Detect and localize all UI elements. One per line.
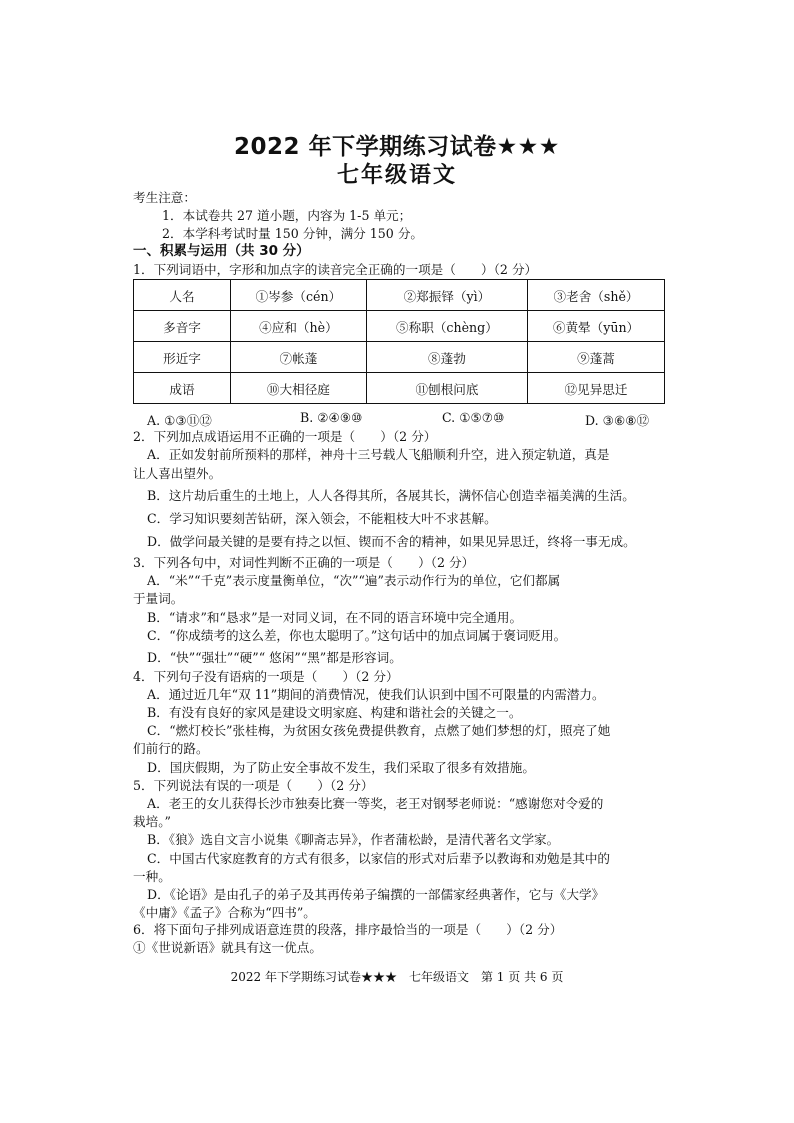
q3-option-c: C．“你成绩考的这么差，你也太聪明了。”这句话中的加点词属于褒词贬用。: [147, 628, 567, 643]
q1-option-b: B. ②④⑨⑩: [300, 410, 363, 425]
q4-stem: 4．下列句子没有语病的一项是（ ）（2 分）: [133, 669, 399, 684]
table-cell: ⑥黄晕（yūn）: [528, 311, 665, 342]
notice-heading: 考生注意：: [133, 190, 196, 205]
table-cell: 形近字: [134, 342, 231, 373]
q3-stem: 3．下列各句中，对词性判断不正确的一项是（ ）（2 分）: [133, 555, 475, 570]
table-row: [134, 311, 665, 342]
q3-option-a-cont: 于量词。: [133, 591, 184, 606]
table-cell: ⑧蓬勃: [366, 342, 527, 373]
q2-option-a-cont: 让人喜出望外。: [133, 466, 222, 481]
q4-option-d: D．国庆假期，为了防止安全事故不发生，我们采取了很多有效措施。: [147, 760, 535, 775]
q5-option-c-cont: 一种。: [133, 869, 171, 884]
q1-stem: 1．下列词语中，字形和加点字的读音完全正确的一项是（ ）（2 分）: [133, 262, 538, 277]
table-row: [134, 342, 665, 373]
q1-option-a: A. ①③⑪⑫: [147, 413, 212, 428]
table-cell: 多音字: [134, 311, 231, 342]
notice-item-1: 1．本试卷共 27 道小题，内容为 1-5 单元；: [162, 208, 412, 223]
q6-stem: 6．将下面句子排列成语意连贯的段落，排序最恰当的一项是（ ）（2 分）: [133, 922, 563, 937]
table-cell: ⑪刨根问底: [366, 373, 527, 404]
q6-sentence-1: ①《世说新语》就具有这一优点。: [133, 940, 322, 955]
q2-option-b: B．这片劫后重生的土地上，人人各得其所，各展其长，满怀信心创造幸福美满的生活。: [147, 488, 635, 503]
q4-option-a: A．通过近几年“双 11”期间的消费情况，使我们认识到中国不可限量的内需潜力。: [147, 687, 605, 702]
table-row: [134, 373, 665, 404]
q5-stem: 5．下列说法有误的一项是（ ）（2 分）: [133, 778, 374, 793]
q1-option-c: C. ①⑤⑦⑩: [442, 410, 505, 425]
table-cell: ⑤称职（chèng）: [366, 311, 527, 342]
table-cell: ⑩大相径庭: [231, 373, 367, 404]
q2-stem: 2．下列加点成语运用不正确的一项是（ ）（2 分）: [133, 429, 437, 444]
table-cell: 人名: [134, 280, 231, 311]
table-cell: ⑫见异思迁: [528, 373, 665, 404]
table-cell: 成语: [134, 373, 231, 404]
q3-option-a: A．“米”“千克”表示度量衡单位，“次”“遍”表示动作行为的单位，它们都属: [147, 573, 561, 588]
q5-option-c: C．中国古代家庭教育的方式有很多，以家信的形式对后辈予以教诲和劝勉是其中的: [147, 851, 611, 866]
q4-option-b: B．有没有良好的家风是建设文明家庭、构建和谐社会的关键之一。: [147, 705, 522, 720]
q2-option-d: D．做学问最关键的是要有持之以恒、锲而不舍的精神，如果见异思迁，终将一事无成。: [147, 534, 636, 549]
q5-option-a: A．老王的女儿获得长沙市独奏比赛一等奖，老王对钢琴老师说：“感谢您对令爱的: [147, 796, 604, 811]
q1-table: [133, 279, 665, 404]
q5-option-b: B．《狼》选自文言小说集《聊斋志异》，作者蒲松龄，是清代著名文学家。: [147, 832, 560, 847]
section-title: 一、积累与运用（共 30 分）: [133, 243, 310, 259]
table-cell: ②郑振铎（yì）: [366, 280, 527, 311]
exam-title: 2022 年下学期练习试卷★★★: [234, 134, 560, 160]
q4-option-c: C．“燃灯校长”张桂梅，为贫困女孩免费提供教育，点燃了她们梦想的灯，照亮了她: [147, 723, 611, 738]
q2-option-a: A．正如发射前所预料的那样，神舟十三号载人飞船顺利升空，进入预定轨道，真是: [147, 447, 610, 462]
table-cell: ③老舍（shě）: [528, 280, 665, 311]
q3-option-d: D．“快”“强壮”“硬”“ 悠闲”“黑”都是形容词。: [147, 650, 402, 665]
table-cell: ⑦帐蓬: [231, 342, 367, 373]
table-row: [134, 280, 665, 311]
q1-option-d: D. ③⑥⑧⑫: [585, 413, 650, 428]
q4-option-c-cont: 们前行的路。: [133, 741, 209, 756]
table-cell: ①岑参（cén）: [231, 280, 367, 311]
q2-option-c: C．学习知识要刻苦钻研，深入领会，不能粗枝大叶不求甚解。: [147, 511, 497, 526]
q5-option-d-cont: 《中庸》《孟子》合称为“四书”。: [133, 905, 316, 920]
exam-subtitle: 七年级语文: [336, 163, 457, 188]
q3-option-b: B．“请求”和“恳求”是一对同义词，在不同的语言环境中完全通用。: [147, 610, 523, 625]
q5-option-d: D．《论语》是由孔子的弟子及其再传弟子编撰的一部儒家经典著作，它与《大学》: [147, 887, 605, 902]
table-cell: ⑨蓬蒿: [528, 342, 665, 373]
page-footer: 2022 年下学期练习试卷★★★ 七年级语文 第 1 页 共 6 页: [230, 970, 564, 984]
table-cell: ④应和（hè）: [231, 311, 367, 342]
q5-option-a-cont: 栽培。”: [133, 814, 171, 829]
notice-item-2: 2．本学科考试时量 150 分钟，满分 150 分。: [162, 226, 424, 241]
